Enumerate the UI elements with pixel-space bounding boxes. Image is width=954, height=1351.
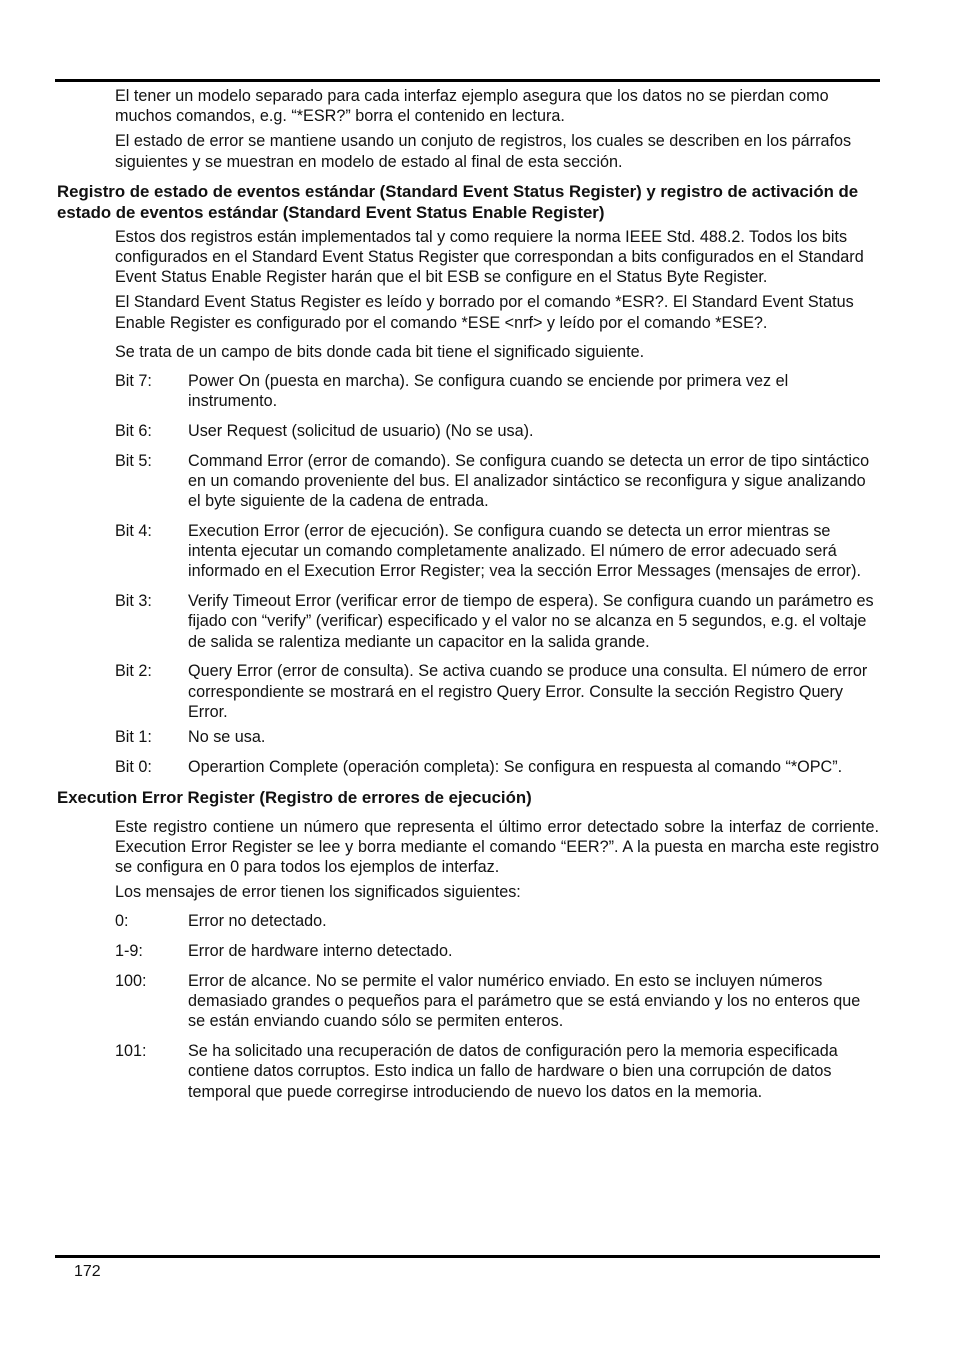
page-content: [57, 86, 879, 1111]
bit-label: Bit 7:: [115, 372, 152, 391]
error-code-description: Error de hardware interno detectado.: [188, 942, 453, 961]
bit-item: [115, 371, 879, 411]
eer-heading: Execution Error Register (Registro de errores de ejecución): [57, 787, 532, 807]
bit-label: Bit 5:: [115, 451, 152, 470]
error-code-label: 1-9:: [115, 942, 143, 961]
bit-description: Query Error (error de consulta). Se activa cuando se produce una consulta. El número de error correspondiente se mostrará en el registro Query Error. Consulte la sección Registro Query Error.: [188, 662, 868, 721]
error-code-description: Se ha solicitado una recuperación de datos de configuración pero la memoria especificada contiene datos corruptos. Esto indica un fallo de hardware o bien una corrupción de datos temporal que puede corregirse introduciendo de nuevo los datos en la memoria.: [188, 1042, 838, 1101]
bit-description: Power On (puesta en marcha). Se configura cuando se enciende por primera vez el instrumento.: [188, 372, 789, 411]
header-rule: [55, 79, 880, 82]
error-code-item: [115, 941, 879, 961]
eer-paragraph-1: Este registro contiene un número que representa el último error detectado sobre la interfaz de corriente. Execution Error Register se lee y borra mediante el comando “EER?”. A la puesta en marcha este registro se configura en 0 para todos los ejemplos de interfaz.: [115, 817, 879, 877]
bit-item: [115, 451, 879, 512]
bit-item: [115, 521, 879, 582]
bit-description: No se usa.: [188, 728, 266, 747]
error-code-label: 0:: [115, 912, 129, 931]
ses-heading: Registro de estado de eventos estándar (Standard Event Status Register) y registro de activación de estado de eventos estándar (Standard Event Status Enable Register): [57, 181, 859, 222]
bit-label: Bit 6:: [115, 422, 152, 441]
error-code-item: [115, 1041, 879, 1102]
intro-paragraph-1: El tener un modelo separado para cada interfaz ejemplo asegura que los datos no se pierdan como muchos comandos, e.g. “*ESR?” borra el contenido en lectura.: [115, 87, 829, 126]
bit-label: Bit 2:: [115, 662, 152, 681]
error-code-label: 100:: [115, 972, 147, 991]
eer-paragraph-2: Los mensajes de error tienen los significados siguientes:: [115, 883, 521, 902]
bit-item: [115, 591, 879, 652]
bit-description: User Request (solicitud de usuario) (No se usa).: [188, 422, 534, 441]
bit-description: Operartion Complete (operación completa): Se configura en respuesta al comando “*OPC”.: [188, 757, 843, 776]
ses-paragraph-2: El Standard Event Status Register es leído y borrado por el comando *ESR?. El Standard Event Status Enable Register es configurado por el comando *ESE <nrf> y leído por el comando *ESE?.: [115, 293, 854, 332]
error-code-label: 101:: [115, 1042, 147, 1061]
page-number: 172: [74, 1263, 101, 1280]
bit-description: Verify Timeout Error (verificar error de tiempo de espera). Se configura cuando un parámetro es fijado con “verify” (verificar) especificado y el valor no se alcanza en 5 segundos, e.g. el voltaje de salida se ralentiza mediante un capacitor en la salida grande.: [188, 592, 874, 651]
error-code-description: Error no detectado.: [188, 912, 327, 931]
bit-item: [115, 421, 879, 441]
error-code-description: Error de alcance. No se permite el valor numérico enviado. En esto se incluyen números demasiado grandes o pequeños para el parámetro que se está enviando y los no enteros que se están enviando cuando sólo se permiten enteros.: [188, 972, 861, 1031]
bit-item: [115, 661, 879, 722]
bit-description: Command Error (error de comando). Se configura cuando se detecta un error de tipo sintáctico en un comando proveniente del bus. El analizador sintáctico se reconfigura y sigue analizando el byte siguiente de la cadena de entrada.: [188, 451, 870, 511]
intro-paragraph-2: El estado de error se mantiene usando un conjuto de registros, los cuales se describen en los párrafos siguientes y se muestran en modelo de estado al final de esta sección.: [115, 132, 852, 171]
error-code-item: [115, 911, 879, 931]
ses-paragraph-1: Estos dos registros están implementados tal y como requiere la norma IEEE Std. 488.2. Todos los bits configurados en el Standard Event Status Register que correspondan a bits configurados en el Standard Event Status Enable Register harán que el bit ESB se configure en el Status Byte Register.: [115, 227, 864, 287]
footer-rule: [55, 1255, 880, 1258]
ses-paragraph-3: Se trata de un campo de bits donde cada bit tiene el significado siguiente.: [115, 342, 645, 361]
error-code-item: [115, 971, 879, 1032]
bit-label: Bit 1:: [115, 728, 152, 747]
bit-label: Bit 0:: [115, 757, 152, 776]
bit-description: Execution Error (error de ejecución). Se configura cuando se detecta un error mientras se intenta ejecutar un comando completamente analizado. El número de error adecuado será informado en el Execution Error Register; vea la sección Error Messages (mensajes de error).: [188, 522, 861, 581]
bit-label: Bit 3:: [115, 592, 152, 611]
bit-item: [115, 757, 879, 777]
bit-label: Bit 4:: [115, 522, 152, 541]
bit-item: [115, 727, 879, 747]
